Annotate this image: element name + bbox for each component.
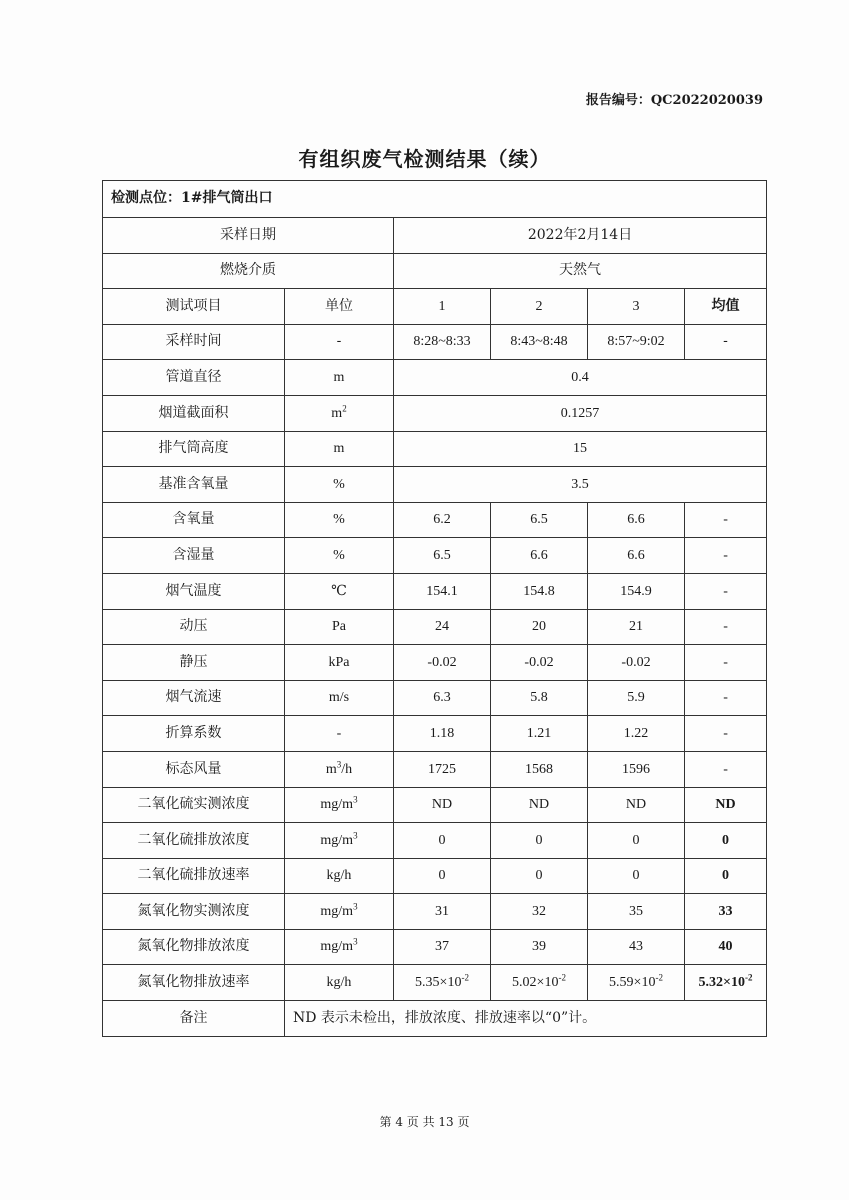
col-header-1: 1 bbox=[394, 289, 491, 325]
value-average: 0 bbox=[685, 823, 767, 859]
table-row bbox=[103, 573, 767, 609]
value-1: 37 bbox=[394, 929, 491, 965]
row-unit: % bbox=[285, 538, 394, 574]
row-unit: ℃ bbox=[285, 573, 394, 609]
col-header-average: 均值 bbox=[685, 289, 767, 325]
value-3: 35 bbox=[588, 894, 685, 930]
row-label: 标态风量 bbox=[103, 751, 285, 787]
row-label: 折算系数 bbox=[103, 716, 285, 752]
table-row bbox=[103, 823, 767, 859]
table-row bbox=[103, 609, 767, 645]
value-average: - bbox=[685, 324, 767, 360]
col-header-item: 测试项目 bbox=[103, 289, 285, 325]
row-unit: kg/h bbox=[285, 858, 394, 894]
row-label: 排气筒高度 bbox=[103, 431, 285, 467]
row-label: 二氧化硫排放速率 bbox=[103, 858, 285, 894]
row-unit: m bbox=[285, 360, 394, 396]
row-unit: % bbox=[285, 467, 394, 503]
col-header-3: 3 bbox=[588, 289, 685, 325]
value-3: 6.6 bbox=[588, 502, 685, 538]
table-row bbox=[103, 502, 767, 538]
value-3: 8:57~9:02 bbox=[588, 324, 685, 360]
sampling-time-row bbox=[103, 324, 767, 360]
table-row bbox=[103, 645, 767, 681]
value-average: ND bbox=[685, 787, 767, 823]
row-label: 氮氧化物排放速率 bbox=[103, 965, 285, 1001]
table-row bbox=[103, 716, 767, 752]
value-1: 6.3 bbox=[394, 680, 491, 716]
value-average: - bbox=[685, 609, 767, 645]
value-3: 0 bbox=[588, 823, 685, 859]
remark-label: 备注 bbox=[103, 1001, 285, 1037]
value-average: 40 bbox=[685, 929, 767, 965]
row-label: 静压 bbox=[103, 645, 285, 681]
row-unit: $mg/m^3$ bbox=[285, 823, 394, 859]
sampling-point: 检测点位：1#排气筒出口 bbox=[103, 181, 767, 218]
value-1: 0 bbox=[394, 823, 491, 859]
row-value: 15 bbox=[394, 431, 767, 467]
row-unit: m bbox=[285, 431, 394, 467]
date-row bbox=[103, 218, 767, 254]
row-unit: $mg/m^3$ bbox=[285, 929, 394, 965]
value-average: - bbox=[685, 573, 767, 609]
row-label: 动压 bbox=[103, 609, 285, 645]
value-1: 1.18 bbox=[394, 716, 491, 752]
parameter-row bbox=[103, 360, 767, 396]
fuel-value: 天然气 bbox=[394, 253, 767, 289]
table-row bbox=[103, 894, 767, 930]
value-2: 8:43~8:48 bbox=[491, 324, 588, 360]
value-2: -0.02 bbox=[491, 645, 588, 681]
value-2: 32 bbox=[491, 894, 588, 930]
value-3: -0.02 bbox=[588, 645, 685, 681]
value-1: 31 bbox=[394, 894, 491, 930]
value-average: - bbox=[685, 645, 767, 681]
value-average: - bbox=[685, 538, 767, 574]
value-3: 5.9 bbox=[588, 680, 685, 716]
row-unit: kPa bbox=[285, 645, 394, 681]
fuel-row bbox=[103, 253, 767, 289]
table-row bbox=[103, 858, 767, 894]
nox-rate-row bbox=[103, 965, 767, 1001]
parameter-row bbox=[103, 395, 767, 431]
table-row bbox=[103, 929, 767, 965]
value-3: 6.6 bbox=[588, 538, 685, 574]
value-1: 6.2 bbox=[394, 502, 491, 538]
value-1: 6.5 bbox=[394, 538, 491, 574]
table-row bbox=[103, 680, 767, 716]
value-2: ND bbox=[491, 787, 588, 823]
row-label: 管道直径 bbox=[103, 360, 285, 396]
row-value: 0.4 bbox=[394, 360, 767, 396]
report-number: 报告编号：QC2022020039 bbox=[585, 93, 763, 108]
value-2: 20 bbox=[491, 609, 588, 645]
value-2: 154.8 bbox=[491, 573, 588, 609]
value-3: 154.9 bbox=[588, 573, 685, 609]
value-1: $5.35\times 10^{-2}$ bbox=[394, 965, 491, 1001]
row-value: 3.5 bbox=[394, 467, 767, 503]
row-label: 基准含氧量 bbox=[103, 467, 285, 503]
value-1: ND bbox=[394, 787, 491, 823]
value-3: 0 bbox=[588, 858, 685, 894]
row-value: 0.1257 bbox=[394, 395, 767, 431]
row-label: 含湿量 bbox=[103, 538, 285, 574]
parameter-row bbox=[103, 431, 767, 467]
remark-row bbox=[103, 1001, 767, 1037]
row-unit: Pa bbox=[285, 609, 394, 645]
value-3: 21 bbox=[588, 609, 685, 645]
value-1: 1725 bbox=[394, 751, 491, 787]
page-number: 第 4 页 共 13 页 bbox=[379, 1115, 470, 1129]
row-label: 二氧化硫排放浓度 bbox=[103, 823, 285, 859]
sampling-date: 2022年2月14日 bbox=[394, 218, 767, 254]
value-2: $5.02\times 10^{-2}$ bbox=[491, 965, 588, 1001]
row-unit: - bbox=[285, 716, 394, 752]
value-2: 39 bbox=[491, 929, 588, 965]
remark-text: ND 表示未检出，排放浓度、排放速率以“0”计。 bbox=[285, 1001, 767, 1037]
column-header-row bbox=[103, 289, 767, 325]
row-label: 烟道截面积 bbox=[103, 395, 285, 431]
value-3: 1.22 bbox=[588, 716, 685, 752]
value-average: - bbox=[685, 751, 767, 787]
value-average: - bbox=[685, 680, 767, 716]
row-unit: $m^3/h$ bbox=[285, 751, 394, 787]
value-1: 0 bbox=[394, 858, 491, 894]
value-2: 1.21 bbox=[491, 716, 588, 752]
value-2: 6.6 bbox=[491, 538, 588, 574]
value-3: 1596 bbox=[588, 751, 685, 787]
value-average: 0 bbox=[685, 858, 767, 894]
value-3: ND bbox=[588, 787, 685, 823]
value-2: 5.8 bbox=[491, 680, 588, 716]
value-2: 6.5 bbox=[491, 502, 588, 538]
result-table bbox=[102, 180, 767, 1037]
value-average: $5.32\times 10^{-2}$ bbox=[685, 965, 767, 1001]
row-unit: % bbox=[285, 502, 394, 538]
value-3: 43 bbox=[588, 929, 685, 965]
value-average: - bbox=[685, 502, 767, 538]
row-label: 烟气流速 bbox=[103, 680, 285, 716]
row-label: 氮氧化物实测浓度 bbox=[103, 894, 285, 930]
row-label: 烟气温度 bbox=[103, 573, 285, 609]
row-unit: $m^2$ bbox=[285, 395, 394, 431]
col-header-unit: 单位 bbox=[285, 289, 394, 325]
point-row bbox=[103, 181, 767, 218]
sampling-date-label: 采样日期 bbox=[103, 218, 394, 254]
row-unit: kg/h bbox=[285, 965, 394, 1001]
value-average: - bbox=[685, 716, 767, 752]
row-unit: - bbox=[285, 324, 394, 360]
row-label: 氮氧化物排放浓度 bbox=[103, 929, 285, 965]
table-row bbox=[103, 538, 767, 574]
value-1: 24 bbox=[394, 609, 491, 645]
value-3: $5.59\times 10^{-2}$ bbox=[588, 965, 685, 1001]
row-label: 采样时间 bbox=[103, 324, 285, 360]
value-2: 0 bbox=[491, 823, 588, 859]
row-unit: m/s bbox=[285, 680, 394, 716]
table-row bbox=[103, 751, 767, 787]
fuel-label: 燃烧介质 bbox=[103, 253, 394, 289]
row-label: 含氧量 bbox=[103, 502, 285, 538]
value-average: 33 bbox=[685, 894, 767, 930]
value-1: 154.1 bbox=[394, 573, 491, 609]
value-1: 8:28~8:33 bbox=[394, 324, 491, 360]
row-unit: $mg/m^3$ bbox=[285, 787, 394, 823]
value-2: 1568 bbox=[491, 751, 588, 787]
document-title: 有组织废气检测结果（续） bbox=[298, 147, 551, 171]
table-row bbox=[103, 787, 767, 823]
col-header-2: 2 bbox=[491, 289, 588, 325]
row-unit: $mg/m^3$ bbox=[285, 894, 394, 930]
value-2: 0 bbox=[491, 858, 588, 894]
parameter-row bbox=[103, 467, 767, 503]
value-1: -0.02 bbox=[394, 645, 491, 681]
row-label: 二氧化硫实测浓度 bbox=[103, 787, 285, 823]
